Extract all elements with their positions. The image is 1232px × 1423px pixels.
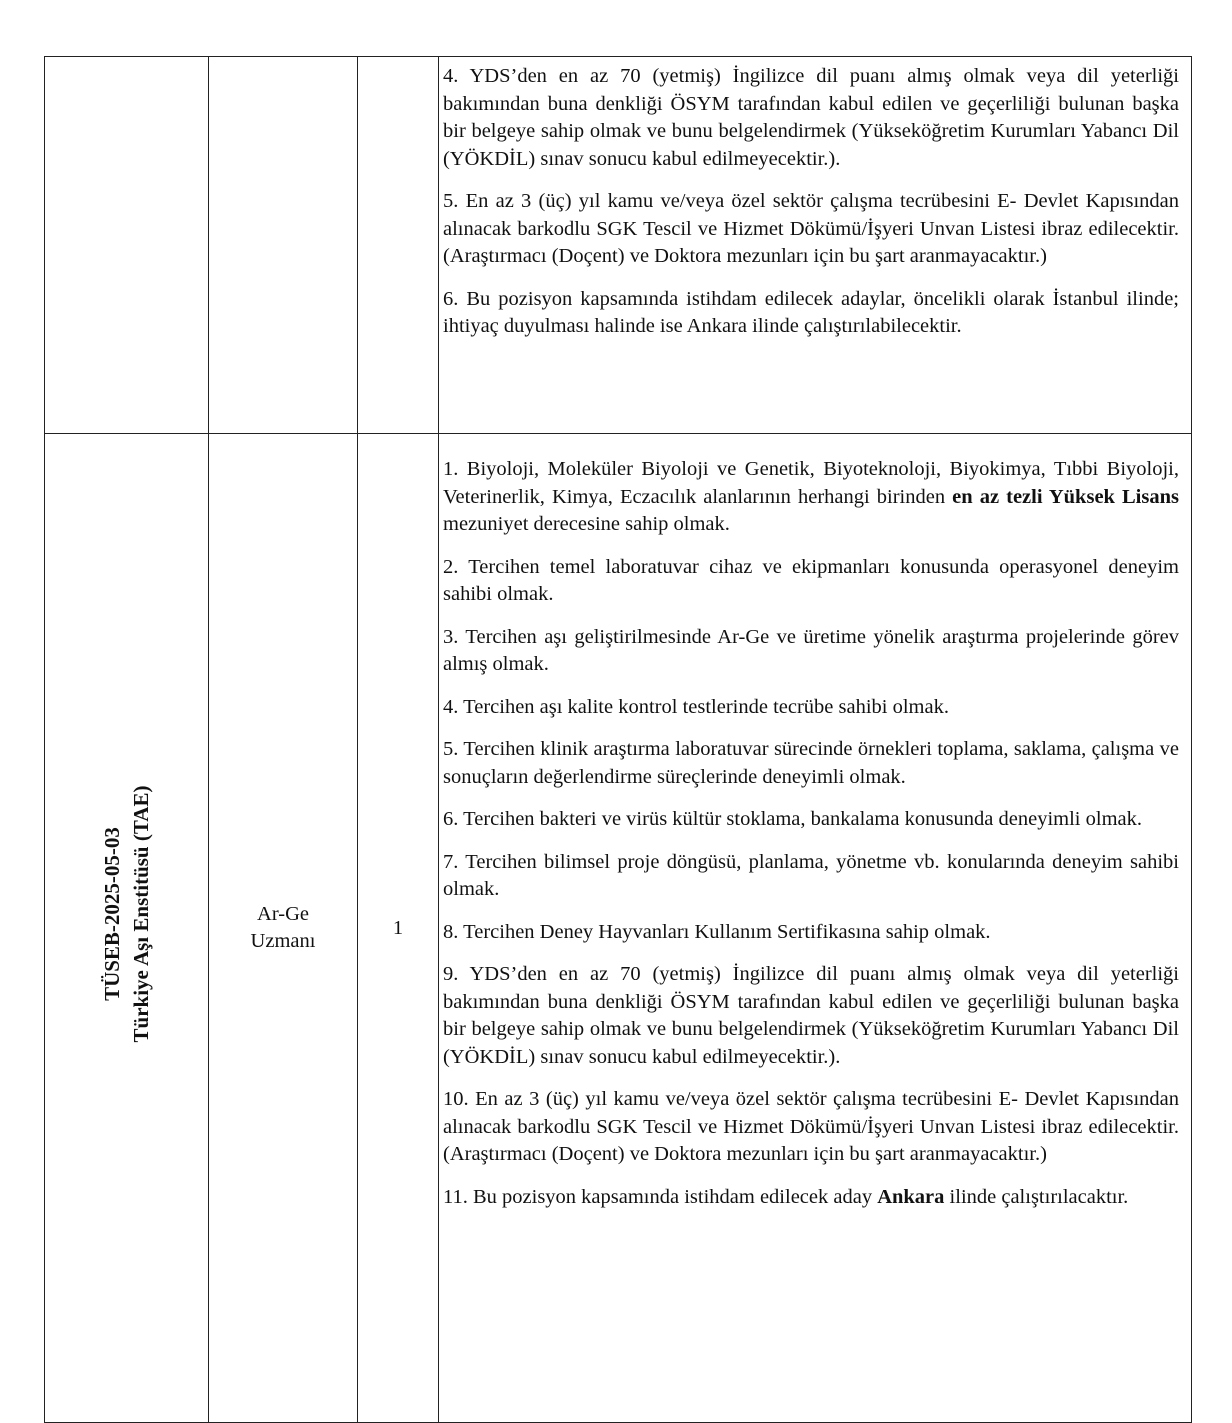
- requirement-text: 1. Biyoloji, Moleküler Biyoloji ve Genetik, Biyoteknoloji, Biyokimya, Tıbbi Biyoloji, Veterinerlik, Kimya, Eczacılık alanlarının herhangi birinden: [443, 458, 1179, 508]
- requirement-item: 6. Tercihen bakteri ve virüs kültür stoklama, bankalama konusunda deneyimli olmak.: [443, 808, 1142, 830]
- requirements-cell: [439, 434, 1192, 1423]
- position-count: 1: [392, 916, 404, 939]
- requirements-cell: [439, 57, 1192, 434]
- requirement-item: 3. Tercihen aşı geliştirilmesinde Ar-Ge ve üretime yönelik araştırma projelerinde görev almış olmak.: [443, 625, 1179, 675]
- requirement-item: 2. Tercihen temel laboratuvar cihaz ve ekipmanları konusunda operasyonel deneyim sahibi olmak.: [443, 555, 1179, 605]
- requirement-text: 11. Bu pozisyon kapsamında istihdam edilecek aday: [443, 1185, 878, 1208]
- requirement-item: 4. YDS’den en az 70 (yetmiş) İngilizce dil puanı almış olmak veya dil yeterliği bakımından buna denkliği ÖSYM tarafından kabul edilen ve geçerliliği bulunan başka bir belgeye sahip olmak ve bunu belgelendirmek (Yükseköğretim Kurumları Yabancı Dil (YÖKDİL) sınav sonucu kabul edilmeyecektir.).: [443, 65, 1179, 170]
- institute-name: Türkiye Aşı Enstitüsü (TAE): [128, 785, 153, 1043]
- requirement-item: 8. Tercihen Deney Hayvanları Kullanım Sertifikasına sahip olmak.: [443, 920, 991, 943]
- requirement-item: 5. Tercihen klinik araştırma laboratuvar sürecinde örnekleri toplama, saklama, çalışma ve sonuçların değerlendirme süreçlerinde deneyimli olmak.: [443, 738, 1179, 788]
- requirement-item: 4. Tercihen aşı kalite kontrol testlerinde tecrübe sahibi olmak.: [443, 695, 949, 718]
- position-title: [209, 901, 357, 955]
- institute-label: [98, 786, 156, 1043]
- requirement-item: 7. Tercihen bilimsel proje döngüsü, planlama, yönetme vb. konularında deneyim sahibi olmak.: [443, 850, 1179, 900]
- requirement-item: 6. Bu pozisyon kapsamında istihdam edilecek adaylar, öncelikli olarak İstanbul ilinde; ihtiyaç duyulması halinde ise Ankara ilinde çalıştırılabilecektir.: [443, 287, 1179, 337]
- requirement-emphasis: en az tezli Yüksek Lisans: [952, 485, 1179, 508]
- position-cell: [209, 57, 358, 434]
- requirement-item: 10. En az 3 (üç) yıl kamu ve/veya özel sektör çalışma tecrübesini E- Devlet Kapısından alınacak barkodlu SGK Tescil ve Hizmet Dökümü/İşyeri Unvan Listesi ibraz edilecektir. (Araştırmacı (Doçent) ve Doktora mezunları için bu şart aranmayacaktır.): [443, 1088, 1179, 1165]
- table-row: [45, 434, 1192, 1423]
- table-row: [45, 57, 1192, 434]
- requirement-text: mezuniyet derecesine sahip olmak.: [443, 513, 730, 535]
- institute-cell: [45, 57, 209, 434]
- requirement-item: 9. YDS’den en az 70 (yetmiş) İngilizce dil puanı almış olmak veya dil yeterliği bakımından buna denkliği ÖSYM tarafından kabul edilen ve geçerliliği bulunan başka bir belgeye sahip olmak ve bunu belgelendirmek (Yükseköğretim Kurumları Yabancı Dil (YÖKDİL) sınav sonucu kabul edilmeyecektir.).: [443, 963, 1179, 1068]
- recruitment-table: [44, 56, 1192, 1423]
- count-cell: [358, 434, 439, 1423]
- requirement-item: [443, 456, 1179, 539]
- position-title-line: Ar-Ge: [257, 903, 309, 925]
- count-cell: [358, 57, 439, 434]
- requirement-item: [443, 1184, 1179, 1212]
- institute-cell: [45, 434, 209, 1423]
- position-code: TÜSEB-2025-05-03: [99, 827, 124, 1001]
- requirement-item: 5. En az 3 (üç) yıl kamu ve/veya özel sektör çalışma tecrübesini E- Devlet Kapısından alınacak barkodlu SGK Tescil ve Hizmet Dökümü/İşyeri Unvan Listesi ibraz edilecektir. (Araştırmacı (Doçent) ve Doktora mezunları için bu şart aranmayacaktır.): [443, 190, 1179, 267]
- position-cell: [209, 434, 358, 1423]
- requirement-emphasis: Ankara: [877, 1185, 945, 1208]
- position-title-line: Uzmanı: [250, 930, 316, 952]
- requirement-text: ilinde çalıştırılacaktır.: [944, 1185, 1129, 1208]
